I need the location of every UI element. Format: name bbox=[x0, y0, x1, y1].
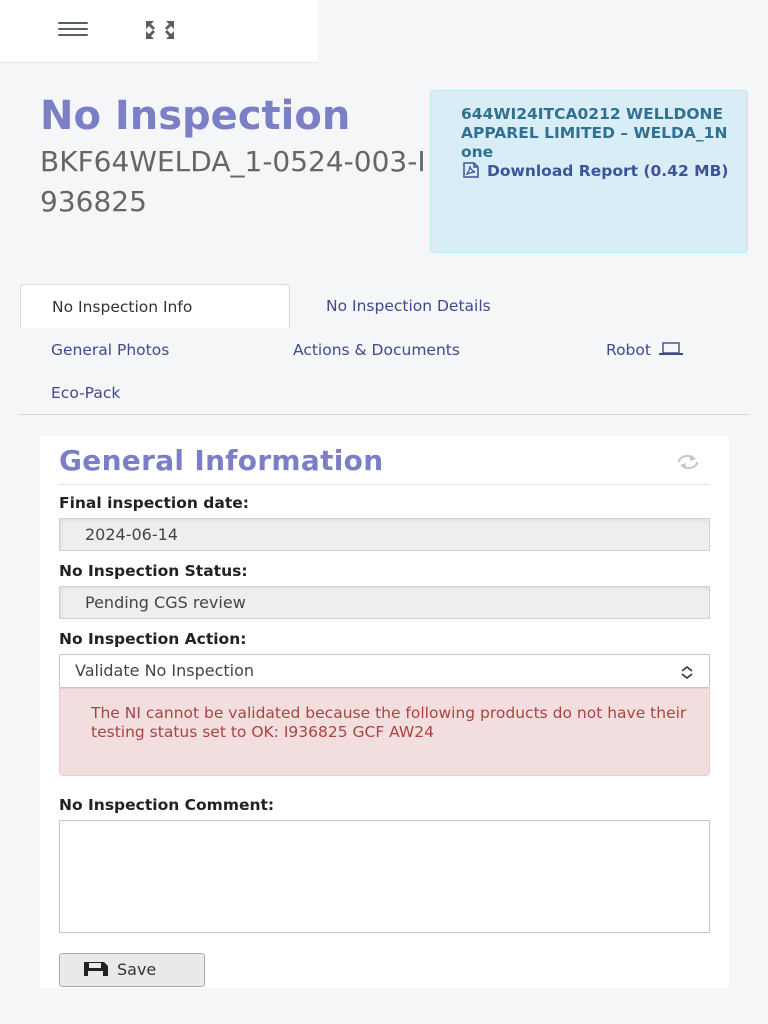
save-button-label: Save bbox=[117, 960, 157, 979]
expand-arrows-icon bbox=[144, 19, 176, 41]
hamburger-menu-icon[interactable] bbox=[58, 22, 88, 38]
tab-general-photos[interactable]: General Photos bbox=[51, 341, 170, 359]
save-button[interactable] bbox=[59, 953, 205, 987]
tab-robot[interactable] bbox=[606, 341, 684, 359]
final-date-label: Final inspection date: bbox=[59, 494, 249, 512]
inspection-reference: BKF64WELDA_1-0524-003-I936825 bbox=[40, 145, 426, 218]
panel-title: General Information bbox=[59, 444, 384, 477]
comment-label: No Inspection Comment: bbox=[59, 796, 275, 814]
panel-divider bbox=[59, 484, 710, 485]
pdf-file-icon bbox=[461, 162, 481, 183]
report-info-box bbox=[430, 90, 748, 253]
tab-actions-documents[interactable]: Actions & Documents bbox=[293, 341, 460, 359]
status-label: No Inspection Status: bbox=[59, 562, 248, 580]
select-updown-icon bbox=[679, 664, 695, 683]
report-reference: 644WI24ITCA0212 WELLDONE APPAREL LIMITED – WELDA_1None bbox=[461, 105, 728, 161]
refresh-icon[interactable] bbox=[676, 454, 700, 474]
action-select[interactable] bbox=[59, 654, 710, 688]
download-report-link[interactable] bbox=[461, 162, 728, 180]
tabs-divider bbox=[19, 414, 749, 415]
validation-error-alert: The NI cannot be validated because the following products do not have their testing status set to OK: I936825 GCF AW24 bbox=[59, 688, 710, 776]
general-information-panel bbox=[40, 436, 729, 988]
top-toolbar bbox=[0, 0, 318, 63]
action-select-value: Validate No Inspection bbox=[75, 661, 255, 680]
fullscreen-expand-icon[interactable] bbox=[144, 19, 176, 41]
tab-no-inspection-details[interactable]: No Inspection Details bbox=[326, 297, 491, 315]
status-field: Pending CGS review bbox=[59, 586, 710, 619]
tab-no-inspection-info[interactable]: No Inspection Info bbox=[20, 284, 290, 328]
page-header bbox=[40, 93, 430, 222]
tab-bar bbox=[20, 284, 749, 402]
download-report-label: Download Report (0.42 MB) bbox=[487, 162, 729, 180]
comment-textarea[interactable] bbox=[59, 820, 710, 933]
floppy-disk-icon bbox=[83, 961, 109, 981]
page-title: No Inspection bbox=[40, 93, 351, 139]
action-label: No Inspection Action: bbox=[59, 630, 247, 648]
tab-eco-pack[interactable]: Eco-Pack bbox=[51, 384, 121, 402]
laptop-icon bbox=[658, 342, 684, 356]
final-date-field: 2024-06-14 bbox=[59, 518, 710, 551]
tab-robot-label: Robot bbox=[606, 341, 651, 359]
